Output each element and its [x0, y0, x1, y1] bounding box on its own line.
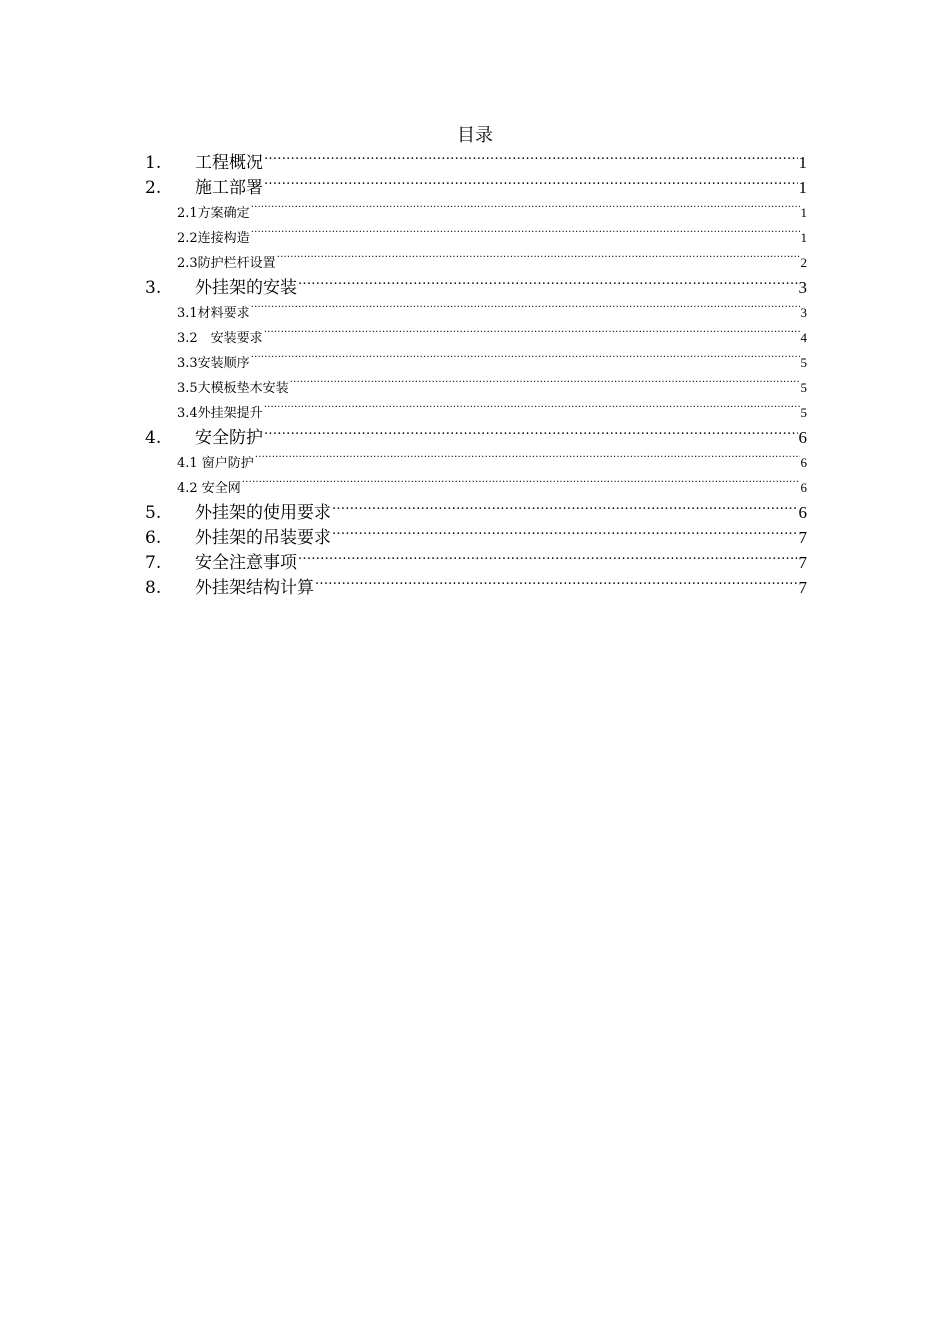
- toc-leader: [298, 276, 798, 293]
- toc-subentry-page: 1: [800, 205, 807, 220]
- toc-subentry[interactable]: [145, 350, 807, 375]
- toc-entry-page: 6: [798, 428, 807, 447]
- toc-subentry[interactable]: [145, 450, 807, 475]
- toc-subentry-page: 6: [800, 455, 807, 470]
- table-of-contents: [145, 150, 807, 600]
- toc-leader: [251, 229, 800, 242]
- toc-subentry-page: 5: [800, 405, 807, 420]
- toc-entry-page: 1: [798, 153, 807, 172]
- toc-subentry[interactable]: [145, 200, 807, 225]
- toc-entry[interactable]: [145, 550, 807, 575]
- toc-leader: [277, 254, 800, 267]
- toc-subentry[interactable]: [145, 250, 807, 275]
- toc-subentry-page: 1: [800, 230, 807, 245]
- toc-subentry-label: 4.2 安全网: [177, 481, 241, 496]
- toc-entry-label: 外挂架结构计算: [195, 578, 314, 598]
- toc-subentry-label: 2.1方案确定: [177, 206, 250, 221]
- toc-entry[interactable]: [145, 175, 807, 200]
- toc-subentry-page: 5: [800, 355, 807, 370]
- toc-entry-number: 8.: [145, 578, 162, 598]
- toc-entry[interactable]: [145, 500, 807, 525]
- toc-leader: [264, 329, 800, 342]
- toc-entry-number: 2.: [145, 178, 162, 198]
- toc-subentry[interactable]: [145, 375, 807, 400]
- toc-subentry-page: 4: [800, 330, 807, 345]
- toc-subentry[interactable]: [145, 325, 807, 350]
- toc-entry-label: 施工部署: [195, 178, 263, 198]
- toc-subentry[interactable]: [145, 400, 807, 425]
- toc-subentry-label: 3.2 安装要求: [177, 331, 263, 346]
- toc-entry[interactable]: [145, 425, 807, 450]
- toc-leader: [264, 151, 798, 168]
- toc-entry-number: 5.: [145, 503, 162, 523]
- toc-subentry-label: 3.1材料要求: [177, 306, 250, 321]
- toc-subentry-label: 2.2连接构造: [177, 231, 250, 246]
- toc-subentry-label: 3.4外挂架提升: [177, 406, 263, 421]
- toc-subentry-label: 3.5大模板垫木安装: [177, 381, 289, 396]
- toc-entry-label: 外挂架的安装: [195, 278, 297, 298]
- toc-subentry-label: 4.1 窗户防护: [177, 456, 254, 471]
- toc-leader: [298, 551, 798, 568]
- toc-leader: [264, 426, 798, 443]
- toc-entry-label: 工程概况: [195, 153, 263, 173]
- toc-leader: [255, 454, 800, 467]
- toc-leader: [332, 526, 798, 543]
- toc-entry[interactable]: [145, 150, 807, 175]
- toc-entry[interactable]: [145, 575, 807, 600]
- toc-leader: [315, 576, 798, 593]
- toc-leader: [242, 479, 800, 492]
- toc-subentry[interactable]: [145, 475, 807, 500]
- toc-subentry[interactable]: [145, 225, 807, 250]
- toc-entry-label: 安全注意事项: [195, 553, 297, 573]
- toc-entry-page: 7: [798, 578, 807, 597]
- toc-subentry-page: 2: [800, 255, 807, 270]
- toc-entry-page: 6: [798, 503, 807, 522]
- toc-entry-label: 安全防护: [195, 428, 263, 448]
- toc-entry-number: 3.: [145, 278, 162, 298]
- toc-leader: [290, 379, 800, 392]
- toc-subentry-page: 6: [800, 480, 807, 495]
- toc-entry-number: 4.: [145, 428, 162, 448]
- toc-subentry-label: 3.3安装顺序: [177, 356, 250, 371]
- toc-entry-number: 1.: [145, 153, 162, 173]
- toc-subentry-page: 3: [800, 305, 807, 320]
- toc-leader: [264, 404, 800, 417]
- toc-leader: [251, 354, 800, 367]
- toc-entry-label: 外挂架的使用要求: [195, 503, 331, 523]
- toc-entry-page: 7: [798, 553, 807, 572]
- toc-entry[interactable]: [145, 525, 807, 550]
- toc-entry-page: 1: [798, 178, 807, 197]
- toc-title: 目录: [457, 125, 493, 146]
- toc-leader: [251, 304, 800, 317]
- toc-entry-page: 7: [798, 528, 807, 547]
- toc-subentry-page: 5: [800, 380, 807, 395]
- toc-entry-label: 外挂架的吊装要求: [195, 528, 331, 548]
- toc-leader: [251, 204, 800, 217]
- toc-entry-page: 3: [798, 278, 807, 297]
- toc-entry-number: 6.: [145, 528, 162, 548]
- toc-subentry[interactable]: [145, 300, 807, 325]
- toc-entry[interactable]: [145, 275, 807, 300]
- toc-subentry-label: 2.3防护栏杆设置: [177, 256, 276, 271]
- toc-entry-number: 7.: [145, 553, 162, 573]
- toc-leader: [332, 501, 798, 518]
- toc-leader: [264, 176, 798, 193]
